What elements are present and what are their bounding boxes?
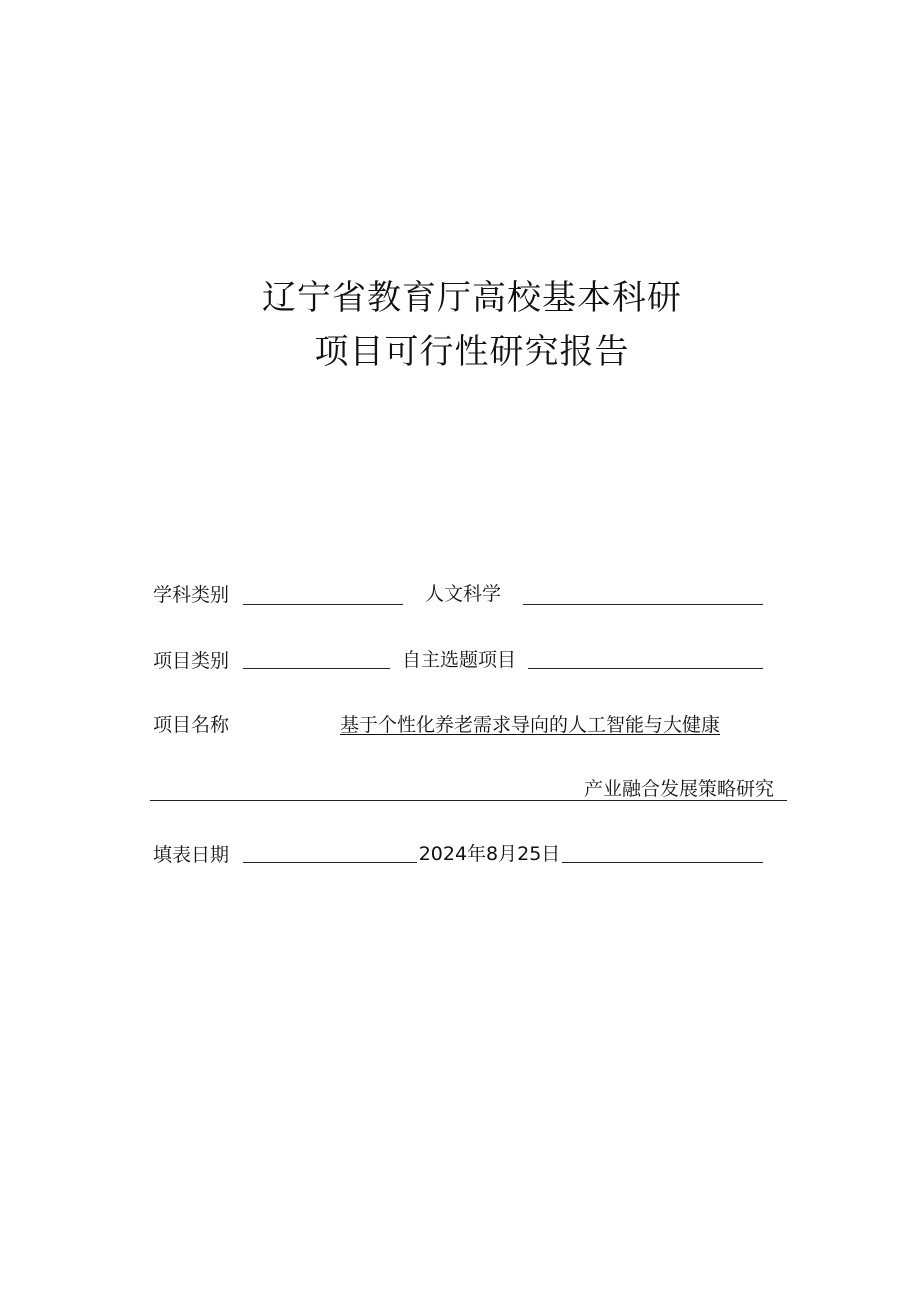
report-title-line-2: 项目可行性研究报告 (314, 332, 630, 372)
discipline-value: 人文科学 (403, 582, 523, 606)
project-name-label: 项目名称 (153, 714, 230, 736)
project-name-value-line-2: 产业融合发展策略研究 (584, 778, 775, 800)
fill-date-label: 填表日期 (153, 844, 230, 866)
discipline-label: 学科类别 (153, 584, 230, 606)
project-name-underline (150, 800, 787, 801)
fill-date-value: 2024年8月25日 (418, 843, 561, 865)
report-title-line-1: 辽宁省教育厅高校基本科研 (262, 278, 682, 318)
project-type-label: 项目类别 (153, 650, 230, 672)
project-type-value: 自主选题项目 (390, 648, 528, 672)
project-name-value-line-1: 基于个性化养老需求导向的人工智能与大健康 (340, 714, 721, 736)
